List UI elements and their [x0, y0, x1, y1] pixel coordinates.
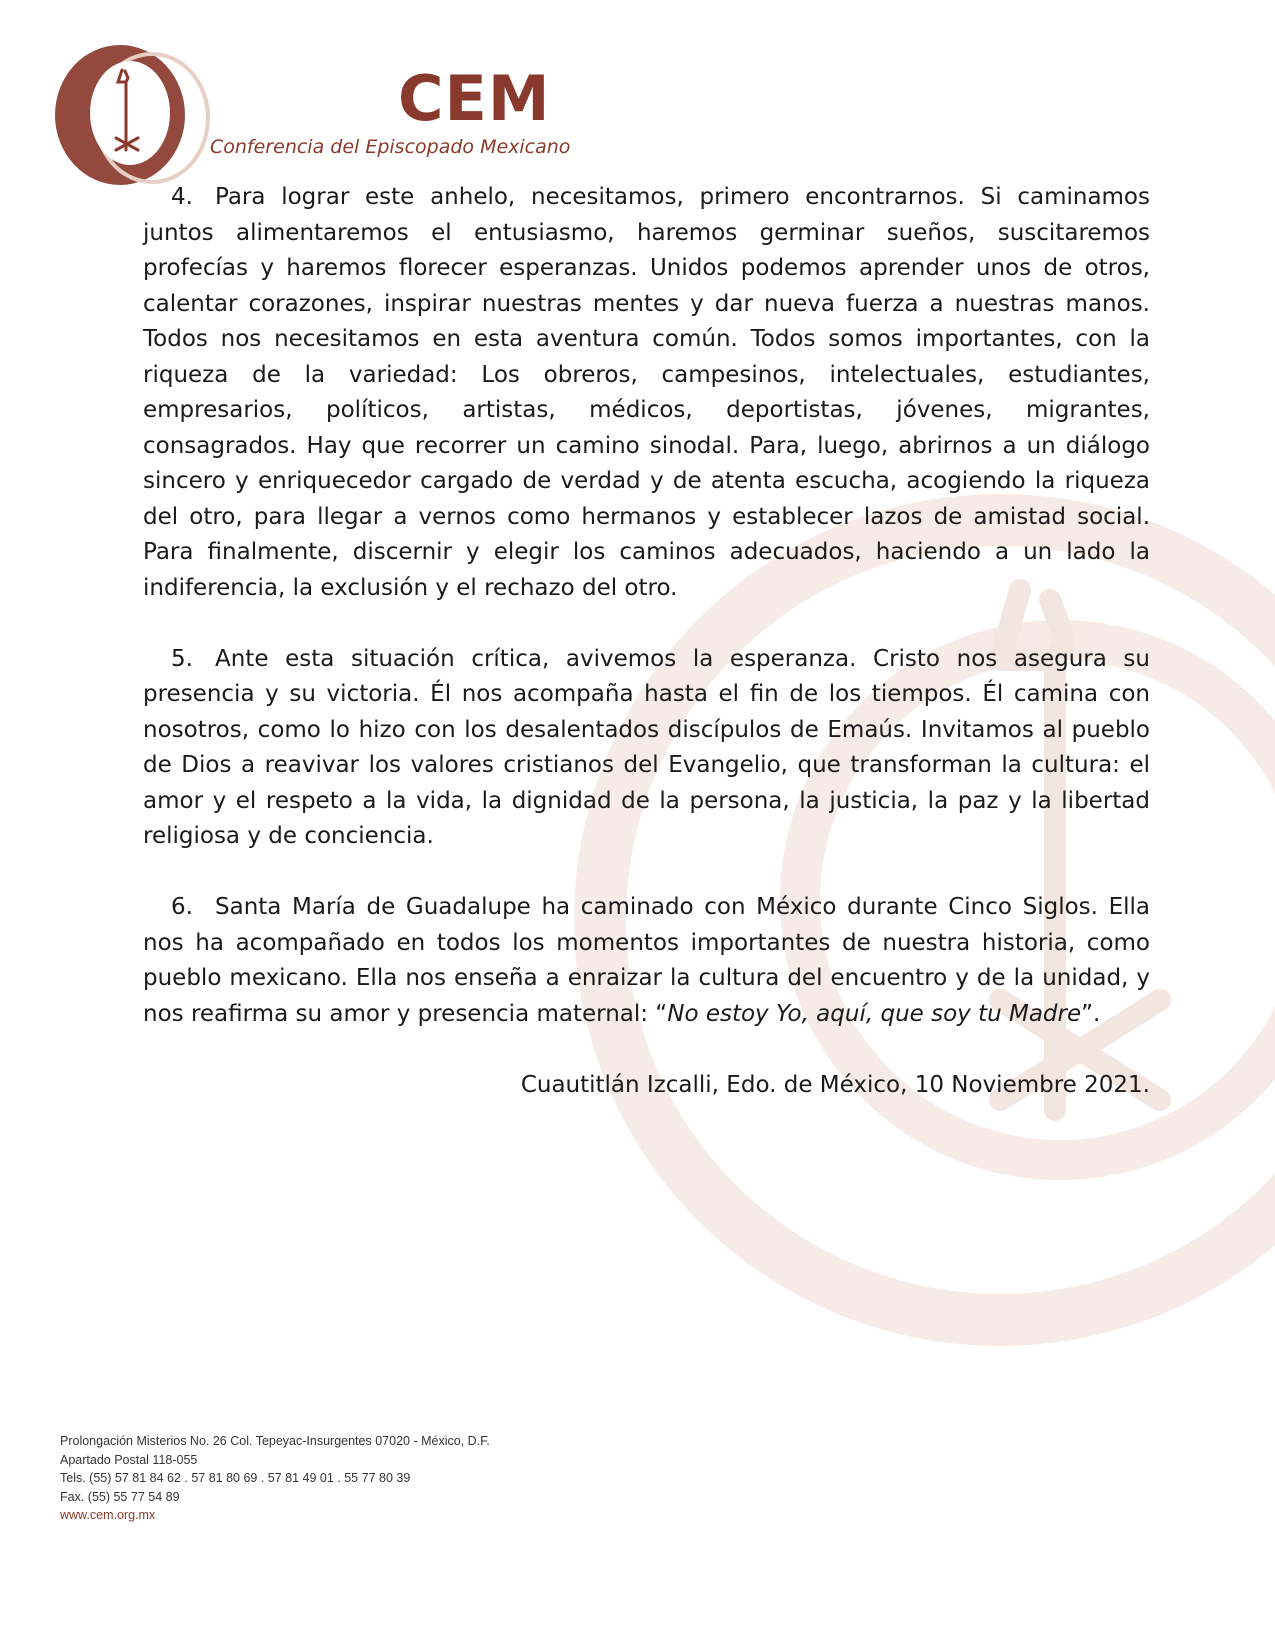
footer-address: Prolongación Misterios No. 26 Col. Tepeyac-Insurgentes 07020 - México, D.F.	[60, 1434, 490, 1448]
org-full-name: Conferencia del Episcopado Mexicano	[210, 136, 571, 158]
paragraph-number: 6.	[171, 894, 193, 920]
paragraph-6	[143, 890, 1150, 1032]
org-acronym: CEM	[398, 62, 551, 135]
paragraph-number: 5.	[171, 645, 193, 672]
guadalupe-quote: No estoy Yo, aquí, que soy tu Madre	[667, 1000, 1082, 1027]
footer-fax: Fax. (55) 55 77 54 89	[60, 1489, 180, 1504]
footer-po-box: Apartado Postal 118-055	[60, 1452, 198, 1467]
cem-emblem-icon	[52, 38, 212, 188]
paragraph-4	[143, 180, 1150, 606]
paragraph-5	[143, 642, 1150, 855]
quote-closing: ”.	[1081, 1000, 1101, 1027]
paragraph-number: 4.	[171, 184, 193, 210]
contact-footer	[60, 1432, 490, 1525]
place-date-line: Cuautitlán Izcalli, Edo. de México, 10 Noviembre 2021.	[520, 1071, 1150, 1098]
paragraph-text: Ante esta situación crítica, avivemos la esperanza. Cristo nos asegura su presencia y su victoria. Él nos acompaña hasta el fin de los tiempos. Él camina con nosotros, como lo hizo con los desalentados discípulos de Emaús. Invitamos al pueblo de Dios a reavivar los valores cristianos del Evangelio, que transforman la cultura: el amor y el respeto a la vida, la dignidad de la persona, la justicia, la paz y la libertad religiosa y de conciencia.	[143, 645, 1150, 849]
paragraph-text: Santa María de Guadalupe ha caminado con México durante Cinco Siglos. Ella nos ha acompañado en todos los momentos importantes de nuestra historia, como pueblo mexicano. Ella nos enseña a enraizar la cultura del encuentro y de la unidad, y nos reafirma su amor y presencia maternal: “	[143, 894, 1150, 1027]
logo-ring-inner	[90, 61, 170, 165]
footer-phones: Tels. (55) 57 81 84 62 . 57 81 80 69 . 57 81 49 01 . 55 77 80 39	[60, 1471, 411, 1485]
letter-body	[143, 180, 1150, 1103]
paragraph-text: Para lograr este anhelo, necesitamos, primero encontrarnos. Si caminamos juntos alimentaremos el entusiasmo, haremos germinar sueños, suscitaremos profecías y haremos florecer esperanzas. Unidos podemos aprender unos de otros, calentar corazones, inspirar nuestras mentes y dar nueva fuerza a nuestras manos. Todos nos necesitamos en esta aventura común. Todos somos importantes, con la riqueza de la variedad: Los obreros, campesinos, intelectuales, estudiantes, empresarios, políticos, artistas, médicos, deportistas, jóvenes, migrantes, consagrados. Hay que recorrer un camino sinodal. Para, luego, abrirnos a un diálogo sincero y enriquecedor cargado de verdad y de atenta escucha, acogiendo la riqueza del otro, para llegar a vernos como hermanos y establecer lazos de amistad social. Para finalmente, discernir y elegir los caminos adecuados, haciendo a un lado la indiferencia, la exclusión y el rechazo del otro.	[143, 184, 1150, 601]
footer-website-link[interactable]: www.cem.org.mx	[60, 1508, 156, 1522]
